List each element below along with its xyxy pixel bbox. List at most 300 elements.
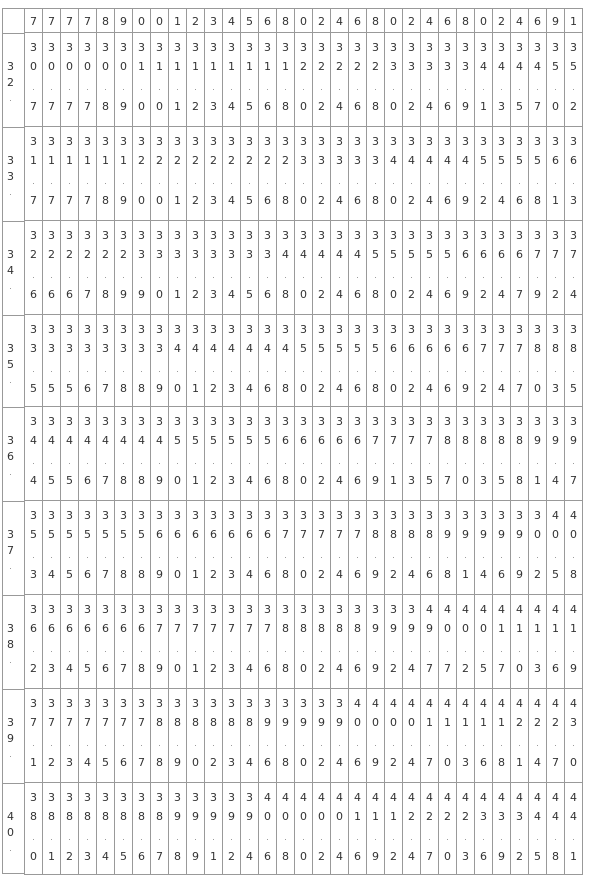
cell-digit: 4 bbox=[552, 603, 559, 616]
cell-dot: . bbox=[482, 271, 485, 280]
cell-digit: 3 bbox=[480, 810, 487, 823]
cell-dot: . bbox=[122, 833, 125, 842]
cell-digit: 1 bbox=[192, 60, 199, 73]
cell-dot: . bbox=[428, 833, 431, 842]
cell-dot: . bbox=[212, 365, 215, 374]
cell-dot: . bbox=[392, 457, 395, 466]
data-cell bbox=[385, 127, 403, 221]
data-cell bbox=[385, 689, 403, 783]
row-label bbox=[3, 689, 25, 783]
data-cell bbox=[493, 501, 511, 595]
cell-digit: 6 bbox=[102, 622, 109, 635]
cell-digit: 3 bbox=[462, 323, 469, 336]
cell-digit: 4 bbox=[408, 791, 415, 804]
cell-digit: 0 bbox=[390, 716, 397, 729]
data-cell bbox=[367, 501, 385, 595]
cell-digit: 3 bbox=[552, 382, 559, 395]
cell-dot: . bbox=[464, 739, 467, 748]
cell-dot: . bbox=[32, 271, 35, 280]
cell-digit: 3 bbox=[354, 135, 361, 148]
cell-digit: 3 bbox=[48, 342, 55, 355]
data-cell bbox=[565, 501, 583, 595]
data-cell bbox=[367, 221, 385, 315]
cell-dot: . bbox=[338, 365, 341, 374]
cell-digit: 9 bbox=[228, 810, 235, 823]
cell-digit: 4 bbox=[336, 100, 343, 113]
cell-digit: 7 bbox=[570, 474, 577, 487]
cell-digit: 0 bbox=[336, 810, 343, 823]
cell-digit: 6 bbox=[174, 528, 181, 541]
data-cell bbox=[79, 33, 97, 127]
cell-dot: . bbox=[572, 645, 575, 654]
cell-digit: 8 bbox=[102, 288, 109, 301]
data-cell bbox=[277, 501, 295, 595]
cell-dot: . bbox=[230, 365, 233, 374]
data-cell bbox=[25, 127, 43, 221]
cell-digit: 2 bbox=[570, 100, 577, 113]
cell-digit: 8 bbox=[156, 810, 163, 823]
data-row bbox=[25, 501, 583, 595]
cell-digit: 1 bbox=[102, 154, 109, 167]
cell-digit: 3 bbox=[156, 248, 163, 261]
cell-digit: 3 bbox=[156, 323, 163, 336]
data-cell bbox=[25, 501, 43, 595]
cell-dot: . bbox=[554, 645, 557, 654]
cell-digit: 2 bbox=[462, 662, 469, 675]
cell-digit: 0 bbox=[444, 622, 451, 635]
cell-digit: 3 bbox=[372, 603, 379, 616]
cell-digit: 9 bbox=[516, 528, 523, 541]
cell-dot: . bbox=[158, 739, 161, 748]
cell-digit: 6 bbox=[264, 568, 271, 581]
cell-digit: 3 bbox=[228, 697, 235, 710]
data-cell bbox=[223, 221, 241, 315]
cell-digit: 3 bbox=[120, 135, 127, 148]
data-cell bbox=[349, 501, 367, 595]
cell-dot: . bbox=[302, 177, 305, 186]
cell-digit: 9 bbox=[462, 528, 469, 541]
cell-digit: 4 bbox=[552, 509, 559, 522]
cell-digit: 0 bbox=[300, 194, 307, 207]
cell-dot: . bbox=[50, 365, 53, 374]
cell-digit: 9 bbox=[372, 850, 379, 863]
data-cell bbox=[385, 783, 403, 875]
cell-digit: 3 bbox=[336, 154, 343, 167]
cell-dot: . bbox=[338, 271, 341, 280]
cell-digit: 5 bbox=[102, 756, 109, 769]
cell-digit: 9 bbox=[552, 434, 559, 447]
data-cell bbox=[529, 595, 547, 689]
cell-digit: 5 bbox=[138, 528, 145, 541]
cell-digit: 4 bbox=[246, 474, 253, 487]
cell-digit: 3 bbox=[498, 810, 505, 823]
data-cell bbox=[421, 33, 439, 127]
cell-digit: 4 bbox=[408, 154, 415, 167]
cell-dot: . bbox=[86, 457, 89, 466]
cell-digit: 3 bbox=[120, 791, 127, 804]
cell-digit: 9 bbox=[318, 716, 325, 729]
data-cell bbox=[349, 689, 367, 783]
cell-digit: 2 bbox=[354, 60, 361, 73]
cell-digit: 6 bbox=[120, 622, 127, 635]
data-cell bbox=[61, 315, 79, 407]
cell-digit: 4 bbox=[480, 603, 487, 616]
cell-digit: 0 bbox=[174, 382, 181, 395]
data-cell bbox=[79, 783, 97, 875]
cell-digit: 4 bbox=[534, 756, 541, 769]
data-cell bbox=[115, 221, 133, 315]
top-cell bbox=[439, 9, 457, 33]
cell-dot: . bbox=[230, 551, 233, 560]
data-cell bbox=[97, 33, 115, 127]
cell-digit: 3 bbox=[48, 135, 55, 148]
row-label-char: . bbox=[9, 188, 12, 197]
cell-digit: 5 bbox=[534, 850, 541, 863]
data-cell bbox=[97, 783, 115, 875]
cell-digit: 4 bbox=[390, 791, 397, 804]
cell-digit: 4 bbox=[570, 288, 577, 301]
data-row bbox=[25, 689, 583, 783]
cell-digit: 2 bbox=[390, 568, 397, 581]
data-cell bbox=[205, 221, 223, 315]
cell-digit: 4 bbox=[102, 850, 109, 863]
data-cell bbox=[475, 783, 493, 875]
data-cell bbox=[331, 315, 349, 407]
cell-digit: 1 bbox=[174, 15, 181, 28]
cell-digit: 8 bbox=[444, 568, 451, 581]
cell-digit: 5 bbox=[120, 850, 127, 863]
cell-digit: 4 bbox=[336, 568, 343, 581]
cell-digit: 6 bbox=[138, 850, 145, 863]
cell-digit: 1 bbox=[174, 100, 181, 113]
data-cell bbox=[439, 315, 457, 407]
cell-digit: 3 bbox=[210, 288, 217, 301]
cell-dot: . bbox=[284, 365, 287, 374]
cell-digit: 3 bbox=[30, 41, 37, 54]
cell-digit: 4 bbox=[228, 194, 235, 207]
cell-digit: 3 bbox=[408, 603, 415, 616]
cell-dot: . bbox=[104, 645, 107, 654]
cell-dot: . bbox=[122, 645, 125, 654]
cell-digit: 0 bbox=[102, 60, 109, 73]
data-cell bbox=[25, 783, 43, 875]
cell-digit: 3 bbox=[282, 697, 289, 710]
row-label-char: 3 bbox=[7, 248, 14, 261]
cell-digit: 0 bbox=[444, 756, 451, 769]
cell-digit: 7 bbox=[84, 194, 91, 207]
cell-digit: 3 bbox=[318, 41, 325, 54]
cell-digit: 3 bbox=[102, 791, 109, 804]
cell-digit: 7 bbox=[300, 528, 307, 541]
cell-digit: 8 bbox=[498, 756, 505, 769]
cell-dot: . bbox=[302, 645, 305, 654]
cell-dot: . bbox=[32, 551, 35, 560]
row-label-char: 6 bbox=[7, 450, 14, 463]
cell-digit: 4 bbox=[516, 60, 523, 73]
cell-dot: . bbox=[392, 833, 395, 842]
cell-digit: 5 bbox=[480, 662, 487, 675]
cell-digit: 4 bbox=[426, 382, 433, 395]
cell-digit: 3 bbox=[264, 229, 271, 242]
data-cell bbox=[529, 407, 547, 501]
cell-dot: . bbox=[464, 457, 467, 466]
cell-digit: 3 bbox=[48, 229, 55, 242]
cell-digit: 3 bbox=[210, 41, 217, 54]
cell-digit: 1 bbox=[498, 716, 505, 729]
cell-digit: 4 bbox=[498, 382, 505, 395]
data-cell bbox=[25, 595, 43, 689]
cell-digit: 3 bbox=[534, 323, 541, 336]
cell-digit: 3 bbox=[318, 603, 325, 616]
data-cell bbox=[241, 127, 259, 221]
cell-digit: 9 bbox=[156, 382, 163, 395]
cell-dot: . bbox=[284, 457, 287, 466]
cell-digit: 1 bbox=[480, 716, 487, 729]
cell-digit: 3 bbox=[534, 135, 541, 148]
data-cell bbox=[457, 127, 475, 221]
cell-dot: . bbox=[356, 551, 359, 560]
cell-digit: 6 bbox=[48, 288, 55, 301]
cell-digit: 3 bbox=[174, 229, 181, 242]
cell-digit: 6 bbox=[264, 288, 271, 301]
data-cell bbox=[547, 783, 565, 875]
row-label bbox=[3, 127, 25, 221]
cell-digit: 4 bbox=[30, 434, 37, 447]
cell-digit: 3 bbox=[462, 850, 469, 863]
cell-digit: 4 bbox=[552, 791, 559, 804]
row-label-char: . bbox=[9, 656, 12, 665]
cell-digit: 5 bbox=[30, 382, 37, 395]
cell-dot: . bbox=[32, 833, 35, 842]
row-label bbox=[3, 783, 25, 875]
cell-digit: 3 bbox=[120, 229, 127, 242]
data-cell bbox=[529, 127, 547, 221]
cell-digit: 8 bbox=[174, 850, 181, 863]
cell-digit: 9 bbox=[336, 716, 343, 729]
cell-digit: 4 bbox=[336, 194, 343, 207]
cell-digit: 9 bbox=[120, 288, 127, 301]
cell-digit: 6 bbox=[426, 568, 433, 581]
cell-digit: 3 bbox=[498, 509, 505, 522]
top-cell bbox=[511, 9, 529, 33]
data-cell bbox=[151, 407, 169, 501]
data-cell bbox=[187, 595, 205, 689]
cell-digit: 8 bbox=[102, 194, 109, 207]
cell-digit: 0 bbox=[156, 15, 163, 28]
cell-dot: . bbox=[68, 645, 71, 654]
cell-digit: 3 bbox=[66, 509, 73, 522]
cell-digit: 3 bbox=[570, 135, 577, 148]
cell-digit: 3 bbox=[210, 697, 217, 710]
cell-dot: . bbox=[392, 739, 395, 748]
cell-digit: 8 bbox=[282, 382, 289, 395]
cell-digit: 5 bbox=[192, 434, 199, 447]
data-cell bbox=[421, 783, 439, 875]
cell-digit: 6 bbox=[66, 622, 73, 635]
cell-digit: 6 bbox=[552, 662, 559, 675]
data-cell bbox=[205, 407, 223, 501]
cell-digit: 8 bbox=[282, 850, 289, 863]
cell-digit: 7 bbox=[84, 15, 91, 28]
top-cell bbox=[241, 9, 259, 33]
cell-digit: 3 bbox=[300, 135, 307, 148]
cell-digit: 5 bbox=[372, 342, 379, 355]
cell-digit: 4 bbox=[228, 15, 235, 28]
cell-dot: . bbox=[374, 833, 377, 842]
cell-dot: . bbox=[284, 833, 287, 842]
cell-digit: 8 bbox=[228, 716, 235, 729]
data-cell bbox=[97, 689, 115, 783]
cell-digit: 6 bbox=[264, 756, 271, 769]
cell-dot: . bbox=[50, 83, 53, 92]
cell-digit: 2 bbox=[408, 194, 415, 207]
cell-digit: 3 bbox=[210, 100, 217, 113]
data-cell bbox=[241, 501, 259, 595]
cell-digit: 3 bbox=[48, 415, 55, 428]
cell-digit: 3 bbox=[246, 323, 253, 336]
cell-digit: 4 bbox=[516, 15, 523, 28]
cell-digit: 1 bbox=[30, 154, 37, 167]
cell-digit: 8 bbox=[372, 382, 379, 395]
cell-digit: 3 bbox=[372, 229, 379, 242]
cell-digit: 4 bbox=[480, 60, 487, 73]
cell-digit: 6 bbox=[480, 756, 487, 769]
row-label-char: 3 bbox=[7, 434, 14, 447]
cell-dot: . bbox=[122, 177, 125, 186]
data-cell bbox=[205, 783, 223, 875]
cell-digit: 2 bbox=[552, 716, 559, 729]
cell-dot: . bbox=[410, 457, 413, 466]
cell-digit: 1 bbox=[120, 154, 127, 167]
data-cell bbox=[79, 689, 97, 783]
cell-dot: . bbox=[464, 271, 467, 280]
cell-digit: 1 bbox=[390, 474, 397, 487]
data-cell bbox=[295, 595, 313, 689]
cell-digit: 1 bbox=[552, 194, 559, 207]
cell-digit: 5 bbox=[102, 528, 109, 541]
cell-digit: 3 bbox=[156, 342, 163, 355]
cell-digit: 3 bbox=[408, 415, 415, 428]
data-cell bbox=[367, 407, 385, 501]
cell-dot: . bbox=[518, 457, 521, 466]
cell-digit: 3 bbox=[120, 603, 127, 616]
cell-digit: 3 bbox=[282, 415, 289, 428]
cell-digit: 3 bbox=[336, 229, 343, 242]
cell-dot: . bbox=[266, 833, 269, 842]
data-cell bbox=[565, 221, 583, 315]
cell-digit: 3 bbox=[228, 248, 235, 261]
cell-digit: 3 bbox=[66, 415, 73, 428]
cell-digit: 0 bbox=[156, 194, 163, 207]
cell-digit: 4 bbox=[426, 154, 433, 167]
cell-digit: 2 bbox=[210, 568, 217, 581]
top-cell bbox=[367, 9, 385, 33]
cell-digit: 8 bbox=[120, 568, 127, 581]
cell-digit: 4 bbox=[120, 434, 127, 447]
cell-dot: . bbox=[104, 365, 107, 374]
data-row bbox=[25, 315, 583, 407]
cell-digit: 3 bbox=[102, 509, 109, 522]
cell-dot: . bbox=[266, 365, 269, 374]
cell-dot: . bbox=[572, 457, 575, 466]
cell-dot: . bbox=[122, 457, 125, 466]
cell-digit: 3 bbox=[174, 603, 181, 616]
row-label-char: 4 bbox=[7, 810, 14, 823]
cell-digit: 3 bbox=[570, 323, 577, 336]
cell-digit: 3 bbox=[138, 41, 145, 54]
cell-dot: . bbox=[104, 271, 107, 280]
cell-digit: 4 bbox=[408, 850, 415, 863]
cell-digit: 1 bbox=[192, 568, 199, 581]
data-cell bbox=[565, 315, 583, 407]
cell-digit: 2 bbox=[228, 850, 235, 863]
cell-digit: 3 bbox=[426, 509, 433, 522]
cell-digit: 6 bbox=[462, 342, 469, 355]
cell-dot: . bbox=[428, 365, 431, 374]
data-cell bbox=[151, 315, 169, 407]
cell-dot: . bbox=[284, 739, 287, 748]
cell-dot: . bbox=[374, 739, 377, 748]
cell-digit: 7 bbox=[534, 100, 541, 113]
cell-dot: . bbox=[158, 177, 161, 186]
cell-digit: 8 bbox=[390, 528, 397, 541]
cell-digit: 4 bbox=[408, 662, 415, 675]
cell-digit: 4 bbox=[336, 474, 343, 487]
cell-dot: . bbox=[176, 739, 179, 748]
cell-digit: 3 bbox=[138, 415, 145, 428]
cell-digit: 3 bbox=[246, 41, 253, 54]
cell-digit: 5 bbox=[516, 154, 523, 167]
cell-digit: 2 bbox=[264, 154, 271, 167]
cell-digit: 4 bbox=[570, 697, 577, 710]
data-cell bbox=[133, 595, 151, 689]
data-cell bbox=[187, 689, 205, 783]
cell-digit: 1 bbox=[66, 154, 73, 167]
data-cell bbox=[277, 783, 295, 875]
cell-digit: 0 bbox=[300, 850, 307, 863]
data-cell bbox=[439, 127, 457, 221]
data-cell bbox=[349, 315, 367, 407]
cell-digit: 2 bbox=[48, 248, 55, 261]
cell-digit: 6 bbox=[84, 382, 91, 395]
cell-dot: . bbox=[410, 551, 413, 560]
cell-dot: . bbox=[320, 271, 323, 280]
cell-dot: . bbox=[230, 457, 233, 466]
cell-digit: 7 bbox=[102, 382, 109, 395]
top-cell bbox=[115, 9, 133, 33]
cell-digit: 6 bbox=[84, 568, 91, 581]
cell-digit: 6 bbox=[444, 100, 451, 113]
cell-digit: 8 bbox=[174, 716, 181, 729]
data-row bbox=[25, 407, 583, 501]
cell-digit: 3 bbox=[30, 323, 37, 336]
cell-digit: 8 bbox=[426, 528, 433, 541]
cell-digit: 5 bbox=[552, 60, 559, 73]
cell-digit: 3 bbox=[336, 603, 343, 616]
cell-digit: 3 bbox=[192, 697, 199, 710]
cell-digit: 2 bbox=[552, 288, 559, 301]
data-cell bbox=[439, 595, 457, 689]
cell-digit: 3 bbox=[462, 135, 469, 148]
cell-digit: 5 bbox=[228, 434, 235, 447]
cell-digit: 1 bbox=[462, 568, 469, 581]
cell-digit: 1 bbox=[246, 60, 253, 73]
cell-digit: 3 bbox=[390, 603, 397, 616]
cell-digit: 6 bbox=[534, 15, 541, 28]
cell-dot: . bbox=[194, 739, 197, 748]
cell-dot: . bbox=[248, 739, 251, 748]
cell-dot: . bbox=[176, 83, 179, 92]
